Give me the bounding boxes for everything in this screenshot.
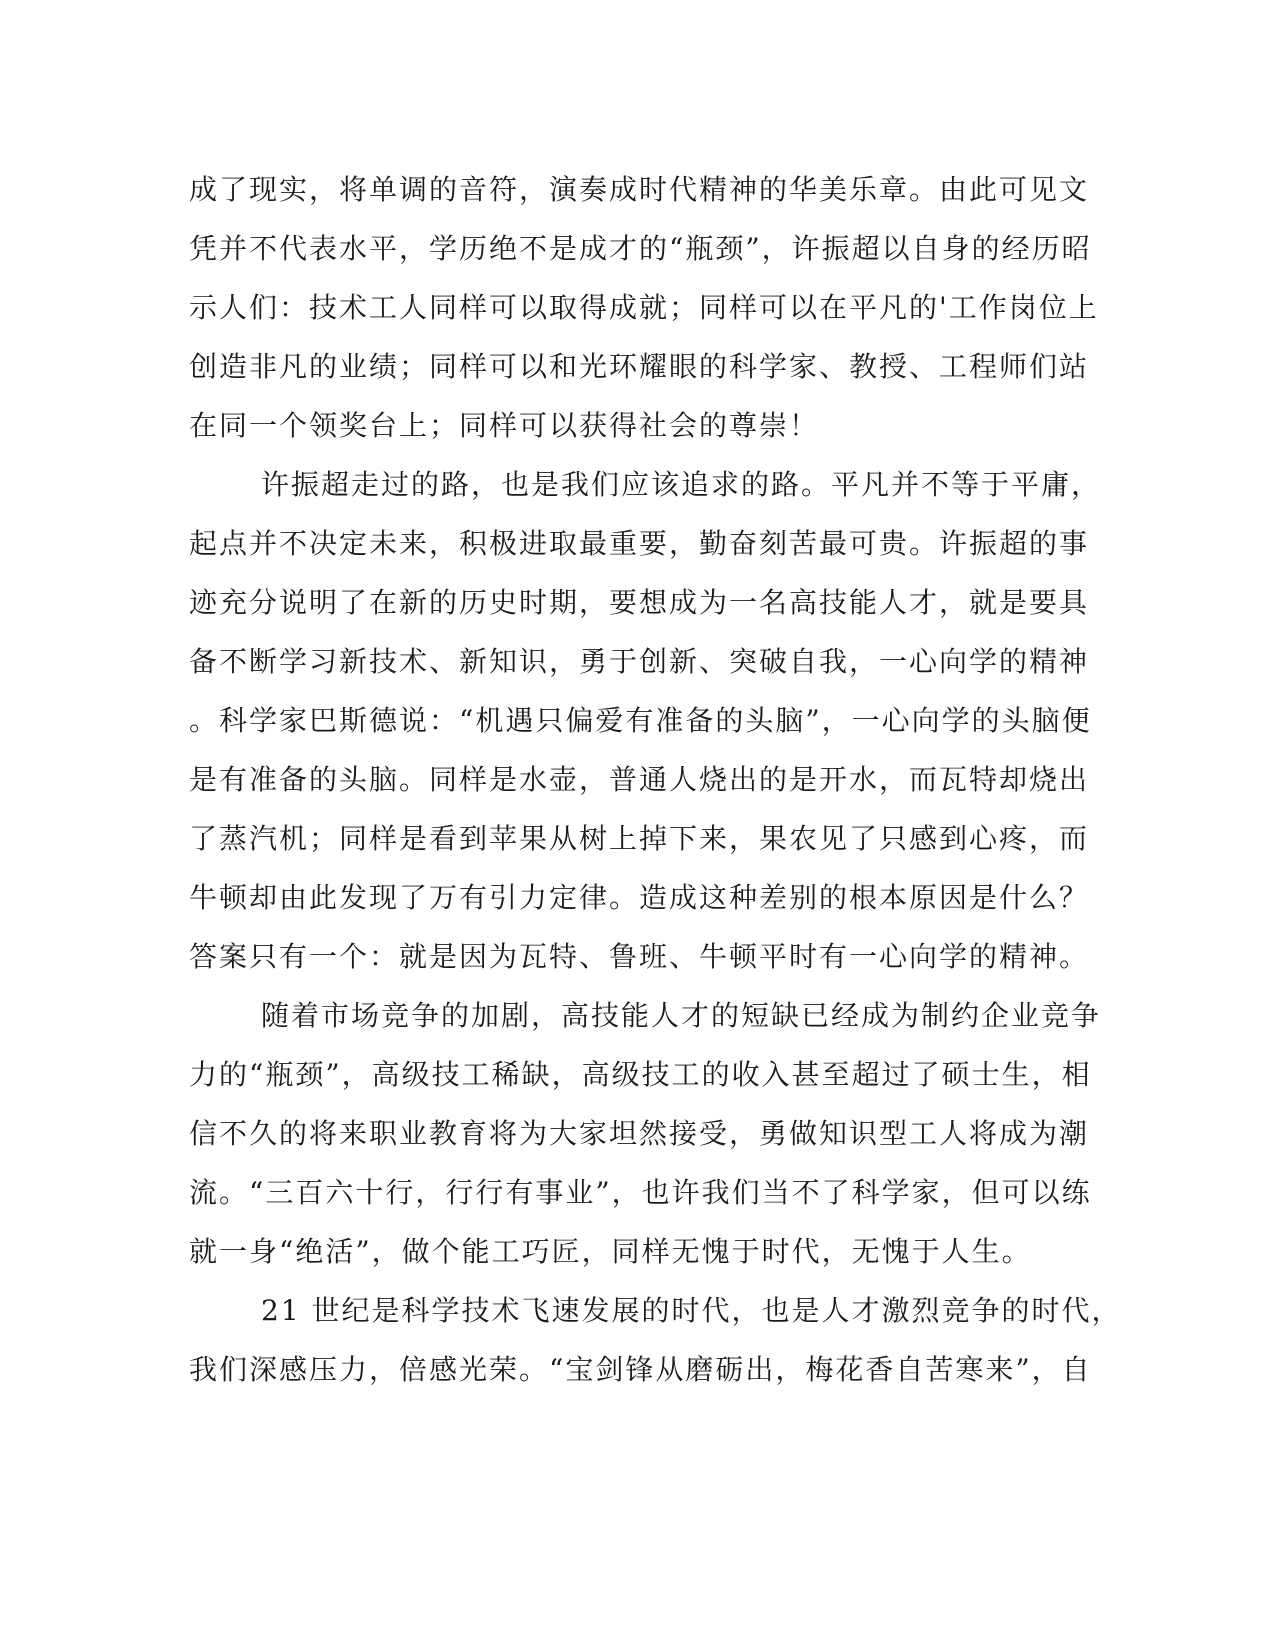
text-line: 了蒸汽机；同样是看到苹果从树上掉下来，果农见了只感到心疼，而: [189, 822, 1090, 855]
text-line: 是有准备的头脑。同样是水壶，普通人烧出的是开水，而瓦特却烧出: [189, 763, 1090, 796]
text-line: 示人们：技术工人同样可以取得成就；同样可以在平凡的'工作岗位上: [189, 291, 1099, 324]
text-line: 流。“三百六十行，行行有事业”，也许我们当不了科学家，但可以练: [189, 1176, 1092, 1209]
text-line: 信不久的将来职业教育将为大家坦然接受，勇做知识型工人将成为潮: [189, 1117, 1090, 1150]
text-line: 许振超走过的路，也是我们应该追求的路。平凡并不等于平庸，: [261, 468, 1102, 501]
document-body: [189, 160, 1122, 1399]
text-line: 。科学家巴斯德说：“机遇只偏爱有准备的头脑”，一心向学的头脑便: [189, 704, 1092, 737]
text-line: 21 世纪是科学技术飞速发展的时代，也是人才激烈竞争的时代，: [261, 1294, 1122, 1327]
text-line: 我们深感压力，倍感光荣。“宝剑锋从磨砺出，梅花香自苦寒来”，自: [189, 1353, 1092, 1386]
text-line: 起点并不决定未来，积极进取最重要，勤奋刻苦最可贵。许振超的事: [189, 527, 1090, 560]
text-line: 创造非凡的业绩；同样可以和光环耀眼的科学家、教授、工程师们站: [189, 350, 1090, 383]
text-line: 迹充分说明了在新的历史时期，要想成为一名高技能人才，就是要具: [189, 586, 1090, 619]
text-line: 就一身“绝活”，做个能工巧匠，同样无愧于时代，无愧于人生。: [189, 1235, 1032, 1268]
text-line: 牛顿却由此发现了万有引力定律。造成这种差别的根本原因是什么？: [189, 881, 1090, 914]
text-line: 备不断学习新技术、新知识，勇于创新、突破自我，一心向学的精神: [189, 645, 1090, 678]
text-line: 随着市场竞争的加剧，高技能人才的短缺已经成为制约企业竞争: [261, 999, 1102, 1032]
text-line: 在同一个领奖台上；同样可以获得社会的尊崇！: [189, 409, 820, 442]
text-line: 答案只有一个：就是因为瓦特、鲁班、牛顿平时有一心向学的精神。: [189, 940, 1090, 973]
text-line: 力的“瓶颈”，高级技工稀缺，高级技工的收入甚至超过了硕士生，相: [189, 1058, 1092, 1091]
text-line: 成了现实，将单调的音符，演奏成时代精神的华美乐章。由此可见文: [189, 173, 1090, 206]
text-line: 凭并不代表水平，学历绝不是成才的“瓶颈”，许振超以自身的经历昭: [189, 232, 1092, 265]
